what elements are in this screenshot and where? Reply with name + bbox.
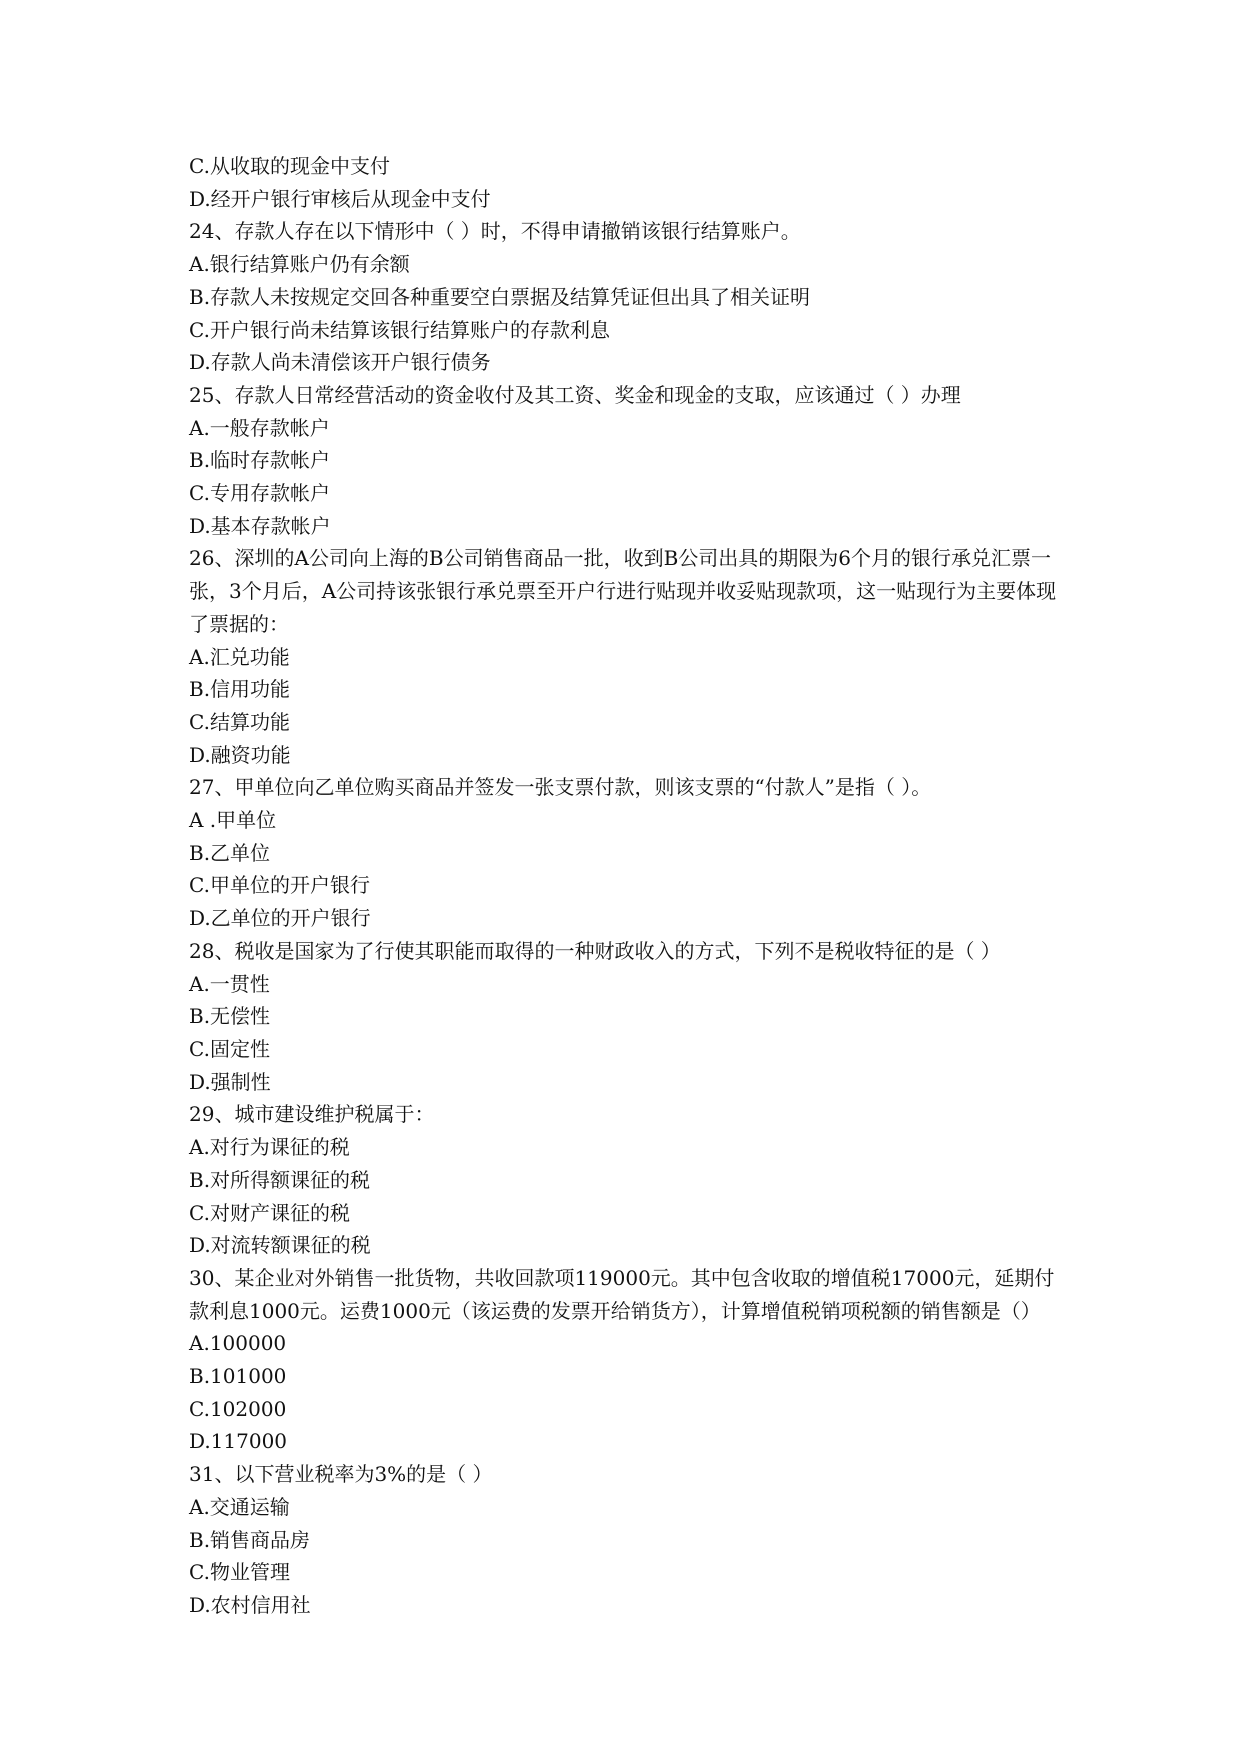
option-d: D.对流转额课征的税 [189,1233,371,1258]
option-a: A.一贯性 [189,971,270,996]
option-c: C.开户银行尚未结算该银行结算账户的存款利息 [189,317,610,342]
document-page [189,150,1069,1622]
option-a: A.银行结算账户仍有余额 [189,252,410,277]
question-30 [189,1262,1069,1458]
option-d: D.117000 [189,1429,288,1454]
question-29 [189,1098,1069,1262]
option: D.经开户银行审核后从现金中支付 [189,186,491,211]
question-text: 29、城市建设维护税属于： [189,1102,435,1127]
question-text: 31、以下营业税率为3%的是（ ） [189,1462,493,1487]
option-b: B.对所得额课征的税 [189,1167,371,1192]
option-b: B.销售商品房 [189,1527,311,1552]
option-c: C.物业管理 [189,1560,290,1585]
option-c: C.甲单位的开户银行 [189,873,370,898]
option-c: C.固定性 [189,1036,270,1061]
question-25 [189,379,1069,543]
option-b: B.无偿性 [189,1004,271,1029]
option-a: A .甲单位 [189,808,277,833]
option-d: D.基本存款帐户 [189,513,331,538]
option-d: D.融资功能 [189,742,291,767]
question-text: 28、税收是国家为了行使其职能而取得的一种财政收入的方式，下列不是税收特征的是（ ） [189,938,1001,963]
option-b: B.临时存款帐户 [189,448,331,473]
option-d: D.强制性 [189,1069,271,1094]
question-28 [189,935,1069,1099]
leading-options [189,150,1069,215]
option-a: A.对行为课征的税 [189,1135,350,1160]
option-d: D.农村信用社 [189,1592,311,1617]
question-26 [189,542,1069,771]
option-b: B.101000 [189,1364,287,1389]
option-c: C.102000 [189,1396,287,1421]
option-d: D.存款人尚未清偿该开户银行债务 [189,350,491,375]
option-a: A.汇兑功能 [189,644,290,669]
option-b: B.乙单位 [189,840,271,865]
question-text: 24、存款人存在以下情形中（ ）时，不得申请撤销该银行结算账户。 [189,219,801,244]
option-c: C.结算功能 [189,709,290,734]
option-c: C.专用存款帐户 [189,481,330,506]
question-31 [189,1458,1069,1622]
option-b: B.信用功能 [189,677,291,702]
option-a: A.一般存款帐户 [189,415,330,440]
question-text: 27、甲单位向乙单位购买商品并签发一张支票付款，则该支票的“付款人”是指（ ）。 [189,775,932,800]
option: C.从收取的现金中支付 [189,154,390,178]
option-a: A.交通运输 [189,1494,290,1519]
question-text: 26、深圳的A公司向上海的B公司销售商品一批，收到B公司出具的期限为6个月的银行承兑汇票一张，3个月后，A公司持该张银行承兑票至开户行进行贴现并收妥贴现款项，这一贴现行为主要体现了票据的： [189,546,1057,636]
option-c: C.对财产课征的税 [189,1200,350,1225]
question-text: 25、存款人日常经营活动的资金收付及其工资、奖金和现金的支取，应该通过（ ）办理 [189,382,961,407]
option-b: B.存款人未按规定交回各种重要空白票据及结算凭证但出具了相关证明 [189,284,811,309]
option-a: A.100000 [189,1331,287,1356]
option-d: D.乙单位的开户银行 [189,906,371,931]
question-24 [189,215,1069,379]
question-text: 30、某企业对外销售一批货物，共收回款项119000元。其中包含收取的增值税17000元，延期付款利息1000元。运费1000元（该运费的发票开给销货方），计算增值税销项税额的销售额是（） [189,1265,1055,1323]
question-27 [189,771,1069,935]
